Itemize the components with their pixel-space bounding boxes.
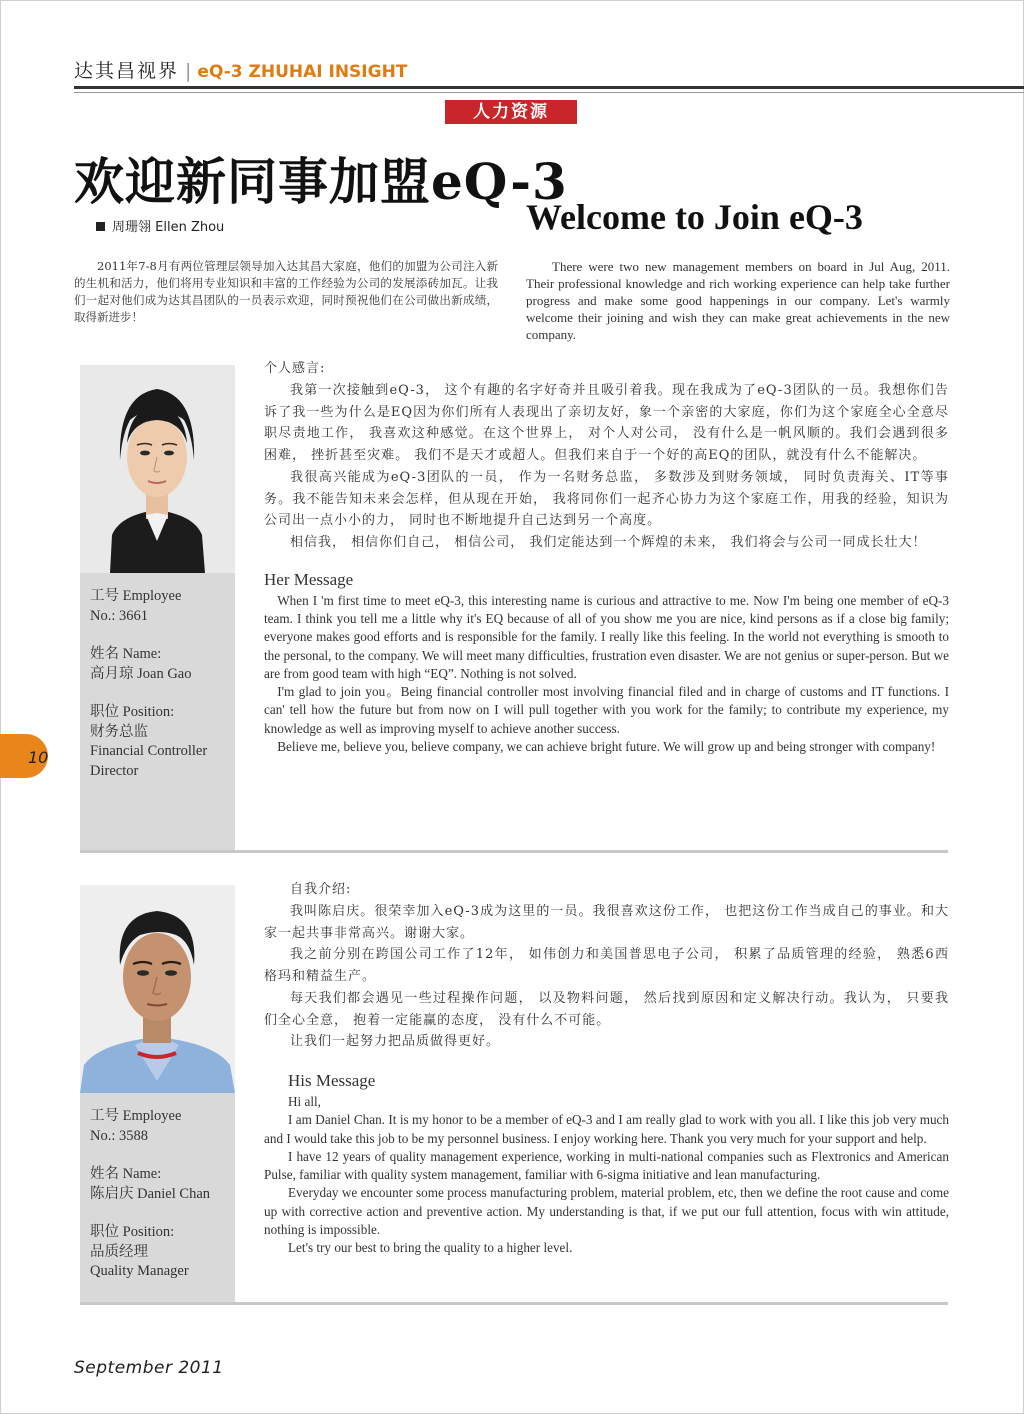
cn-paragraph: 让我们一起努力把品质做得更好。 [290,1034,501,1050]
header-rule [74,86,1024,89]
bullet-square-icon [96,222,105,231]
en-paragraph: When I 'm first time to meet eQ-3, this interesting name is curious and attractive to me. Now I'm being one member of eQ-3 team. I think you tell me a little why it's EQ because of all of you show me you are nice, kind persons as if a close big family; everyone makes good efforts and is responsible for the family. I really like this feeling. In the world not everything is smooth to the personal, to the company. We will meet many difficulties, frustration even disaster. We are not genius or super-person. But we are from good team with high “EQ”. Nothing is not solved. [264,592,949,681]
author-name: 周珊翎 Ellen Zhou [112,220,225,235]
message-joan [264,358,949,756]
intro-paragraph-en: There were two new management members on board in Jul Aug, 2011. Their professional knowledge and rich working experience can help take further progress and make some good happenings in our company. Let's warmly welcome their joining and wish they can make great achievements in the new company. [526,259,950,342]
section-tag: 人力资源 [445,100,577,124]
cn-paragraph: 我很高兴能成为eQ-3团队的一员， 作为一名财务总监， 多数涉及到财务领域， 同时负责海关、IT等事务。我不能告知未来会怎样，但从现在开始， 我将同你们一起齐心协力为这个家庭工作，用我的经验，知识为公司出一点小小的力， 同时也不断地提升自己达到另一个高度。 [264,469,949,529]
author-byline [96,216,224,235]
profile-divider [80,1302,948,1305]
en-paragraph: Let's try our best to bring the quality to a higher level. [288,1240,573,1256]
article-title-cn: 欢迎新同事加盟eQ-3 [74,152,568,211]
employee-label: 工号 Employee [90,1108,182,1124]
cn-paragraph: 我之前分别在跨国公司工作了12年， 如伟创力和美国普思电子公司， 积累了品质管理的经验， 熟悉6西格玛和精益生产。 [264,947,949,985]
cn-paragraph: 我叫陈启庆。很荣幸加入eQ-3成为这里的一员。我很喜欢这份工作， 也把这份工作当成自己的事业。和大家一起共事非常高兴。谢谢大家。 [264,904,949,941]
position-en: Quality Manager [90,1263,189,1279]
profile-info-joan [80,573,235,781]
issue-date: September 2011 [74,1358,224,1378]
position-label: 职位 Position: [90,704,175,720]
cn-paragraph: 相信我， 相信你们自己， 相信公司， 我们定能达到一个辉煌的未来， 我们将会与公司一同成长壮大！ [290,534,927,550]
position-en: Financial Controller [90,743,208,759]
employee-number: No.: 3588 [90,1127,148,1144]
cn-paragraph: 每天我们都会遇见一些过程操作问题， 以及物料问题， 然后找到原因和定义解决行动。我认为， 只要我们全心全意， 抱着一定能赢的态度， 没有什么不可能。 [264,990,949,1028]
en-greeting: Hi all, [288,1093,321,1109]
header-rule-thin [74,92,1024,93]
cn-paragraph: 我第一次接触到eQ-3， 这个有趣的名字好奇并且吸引着我。现在我成为了eQ-3团队的一员。我想你们告诉了我一些为什么是EQ因为你们所有人表现出了亲切友好，象一个亲密的大家庭，你们为这个家庭全心全意尽职尽责地工作， 我喜欢这种感觉。在这个世界上， 对个人对公司， 没有什么是一帆风顺的。我们会遇到很多困难， 挫折甚至灾难。 我们不是天才或超人。但我们来自于一个好的高EQ的团队，就没有什么不能解决。 [264,383,949,464]
en-message-heading: Her Message [264,569,354,589]
message-daniel [264,879,949,1258]
en-paragraph: I am Daniel Chan. It is my honor to be a member of eQ-3 and I am really glad to work with you all. I like this job very much and I would take this job to be my personnel business. I enjoy working here. Thank you very much for your support and help. [264,1112,949,1146]
position-label: 职位 Position: [90,1224,175,1240]
name-label: 姓名 Name: [90,1166,162,1182]
magazine-title-cn: 达其昌视界 [74,60,180,82]
en-paragraph: Believe me, believe you, believe company, we can achieve bright future. We will grow up and being stronger with company! [277,739,936,754]
masthead [74,56,407,83]
portrait-photo-joan [80,365,235,573]
cn-message-heading: 个人感言: [264,361,326,376]
profile-info-daniel [80,1093,235,1282]
magazine-title-en: eQ-3 ZHUHAI INSIGHT [197,62,408,82]
profile-divider [80,850,948,853]
employee-number: No.: 3661 [90,607,148,624]
en-paragraph: Everyday we encounter some process manufacturing problem, material problem, etc, then we define the root cause and come up with corrective action and preventive action. My understanding is that, if we put our full attention, focus with win attitude, nothing is impossible. [264,1185,949,1237]
name-label: 姓名 Name: [90,646,162,662]
en-paragraph: I'm glad to join you。Being financial controller most involving financial filed and in charge of customs and IT functions. I can' tell how the future but from now on I will pull together with you work for the family; to contribute my experience, my knowledge as well as improving myself to achieve another success. [264,684,949,736]
en-message-heading: His Message [288,1070,376,1090]
position-cn: 品质经理 [90,1243,148,1260]
position-en-line2: Director [90,762,139,779]
cn-message-heading: 自我介绍: [290,882,352,897]
employee-name: 陈启庆 Daniel Chan [90,1185,211,1202]
profile-sidebar-daniel [80,885,235,1303]
employee-name: 高月琼 Joan Gao [90,665,192,682]
intro-paragraph-cn: 2011年7-8月有两位管理层领导加入达其昌大家庭，他们的加盟为公司注入新的生机和活力，他们将用专业知识和丰富的工作经验为公司的发展添砖加瓦。让我们一起对他们成为达其昌团队的一员表示欢迎，同时预祝他们在公司做出新成绩，取得新进步！ [74,259,498,324]
portrait-photo-daniel [80,885,235,1093]
en-paragraph: I have 12 years of quality management experience, working in multi-national companies such as Flextronics and American Pulse, familiar with quality system management, familiar with 6-sigma initiative and lean manufacturing. [264,1148,949,1183]
position-cn: 财务总监 [90,723,148,740]
masthead-separator: | [185,60,192,82]
page-number: 10 [28,748,49,767]
article-title-en: Welcome to Join eQ-3 [526,197,863,237]
profile-sidebar-joan [80,365,235,850]
employee-label: 工号 Employee [90,588,182,604]
